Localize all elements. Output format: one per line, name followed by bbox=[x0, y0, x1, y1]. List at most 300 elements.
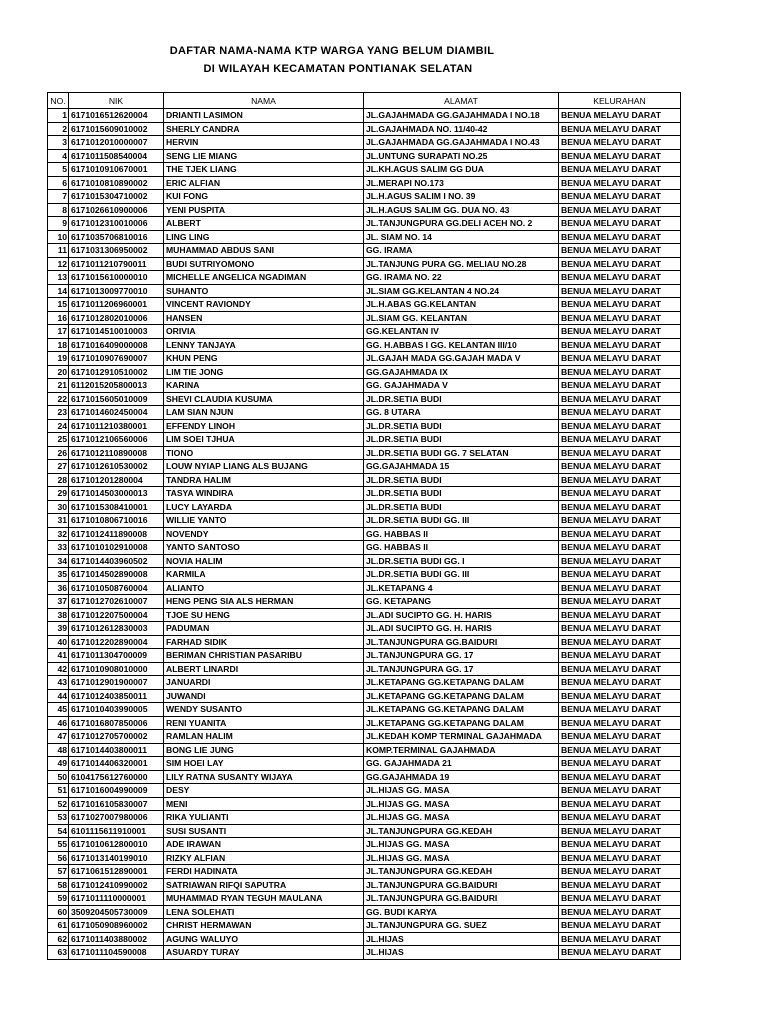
table-row bbox=[48, 311, 681, 325]
table-body bbox=[48, 109, 681, 960]
cell-nik: 6171015304710002 bbox=[69, 190, 164, 204]
cell-alamat: JL.DR.SETIA BUDI bbox=[364, 487, 559, 501]
table-row bbox=[48, 649, 681, 663]
cell-kelurahan: BENUA MELAYU DARAT bbox=[559, 392, 681, 406]
cell-kelurahan: BENUA MELAYU DARAT bbox=[559, 473, 681, 487]
cell-kelurahan: BENUA MELAYU DARAT bbox=[559, 622, 681, 636]
cell-nama: LENA SOLEHATI bbox=[164, 905, 364, 919]
cell-nik: 6171012705700002 bbox=[69, 730, 164, 744]
cell-nama: LIM TIE JONG bbox=[164, 365, 364, 379]
cell-alamat: JL.KH.AGUS SALIM GG DUA bbox=[364, 163, 559, 177]
cell-no: 30 bbox=[48, 500, 69, 514]
table-row bbox=[48, 446, 681, 460]
cell-nik: 6171012612830003 bbox=[69, 622, 164, 636]
cell-no: 10 bbox=[48, 230, 69, 244]
cell-nama: THE TJEK LIANG bbox=[164, 163, 364, 177]
cell-alamat: JL.TANJUNGPURA GG. 17 bbox=[364, 662, 559, 676]
cell-nik: 6171011508540004 bbox=[69, 149, 164, 163]
table-row bbox=[48, 797, 681, 811]
cell-kelurahan: BENUA MELAYU DARAT bbox=[559, 797, 681, 811]
cell-nama: LENNY TANJAYA bbox=[164, 338, 364, 352]
table-row bbox=[48, 244, 681, 258]
cell-nik: 6171012910510002 bbox=[69, 365, 164, 379]
cell-no: 20 bbox=[48, 365, 69, 379]
cell-alamat: JL.TANJUNGPURA GG.DELI ACEH NO. 2 bbox=[364, 217, 559, 231]
cell-kelurahan: BENUA MELAYU DARAT bbox=[559, 932, 681, 946]
cell-kelurahan: BENUA MELAYU DARAT bbox=[559, 770, 681, 784]
cell-alamat: JL.SIAM GG. KELANTAN bbox=[364, 311, 559, 325]
cell-nik: 6171015605010009 bbox=[69, 392, 164, 406]
table-row bbox=[48, 716, 681, 730]
cell-no: 21 bbox=[48, 379, 69, 393]
cell-no: 60 bbox=[48, 905, 69, 919]
table-row bbox=[48, 865, 681, 879]
cell-no: 7 bbox=[48, 190, 69, 204]
cell-nik: 6171011104590008 bbox=[69, 946, 164, 960]
table-row bbox=[48, 352, 681, 366]
cell-kelurahan: BENUA MELAYU DARAT bbox=[559, 244, 681, 258]
cell-alamat: JL.TANJUNGPURA GG. SUEZ bbox=[364, 919, 559, 933]
cell-alamat: GG. 8 UTARA bbox=[364, 406, 559, 420]
cell-no: 59 bbox=[48, 892, 69, 906]
cell-alamat: JL.DR.SETIA BUDI GG. III bbox=[364, 568, 559, 582]
cell-alamat: JL.HIJAS GG. MASA bbox=[364, 838, 559, 852]
cell-alamat: JL.KETAPANG 4 bbox=[364, 581, 559, 595]
cell-kelurahan: BENUA MELAYU DARAT bbox=[559, 257, 681, 271]
cell-nik: 6171031306950002 bbox=[69, 244, 164, 258]
cell-nik: 6171010907690007 bbox=[69, 352, 164, 366]
cell-no: 32 bbox=[48, 527, 69, 541]
table-row bbox=[48, 284, 681, 298]
cell-kelurahan: BENUA MELAYU DARAT bbox=[559, 824, 681, 838]
cell-nama: KARMILA bbox=[164, 568, 364, 582]
cell-nik: 6171026610900006 bbox=[69, 203, 164, 217]
cell-kelurahan: BENUA MELAYU DARAT bbox=[559, 662, 681, 676]
cell-nik: 6171016807850006 bbox=[69, 716, 164, 730]
cell-kelurahan: BENUA MELAYU DARAT bbox=[559, 649, 681, 663]
cell-kelurahan: BENUA MELAYU DARAT bbox=[559, 217, 681, 231]
cell-nik: 6171014403960502 bbox=[69, 554, 164, 568]
cell-nik: 6171015610000010 bbox=[69, 271, 164, 285]
cell-kelurahan: BENUA MELAYU DARAT bbox=[559, 608, 681, 622]
cell-alamat: GG.GAJAHMADA 19 bbox=[364, 770, 559, 784]
cell-nama: HERVIN bbox=[164, 136, 364, 150]
cell-nik: 6171012310010006 bbox=[69, 217, 164, 231]
cell-nik: 6171012610530002 bbox=[69, 460, 164, 474]
cell-kelurahan: BENUA MELAYU DARAT bbox=[559, 730, 681, 744]
cell-no: 55 bbox=[48, 838, 69, 852]
cell-nik: 3509204505730009 bbox=[69, 905, 164, 919]
cell-nik: 6171010910670001 bbox=[69, 163, 164, 177]
table-row bbox=[48, 163, 681, 177]
cell-kelurahan: BENUA MELAYU DARAT bbox=[559, 851, 681, 865]
cell-nama: DRIANTI LASIMON bbox=[164, 109, 364, 123]
cell-nik: 6104175612760000 bbox=[69, 770, 164, 784]
cell-no: 33 bbox=[48, 541, 69, 555]
cell-alamat: JL.HIJAS GG. MASA bbox=[364, 811, 559, 825]
table-row bbox=[48, 257, 681, 271]
table-row bbox=[48, 770, 681, 784]
cell-kelurahan: BENUA MELAYU DARAT bbox=[559, 703, 681, 717]
cell-alamat: JL.DR.SETIA BUDI bbox=[364, 500, 559, 514]
cell-nama: MICHELLE ANGELICA NGADIMAN bbox=[164, 271, 364, 285]
table-row bbox=[48, 689, 681, 703]
cell-alamat: JL.HIJAS GG. MASA bbox=[364, 851, 559, 865]
table-row bbox=[48, 838, 681, 852]
cell-alamat: JL.MERAPI NO.173 bbox=[364, 176, 559, 190]
table-row bbox=[48, 541, 681, 555]
cell-no: 17 bbox=[48, 325, 69, 339]
cell-no: 53 bbox=[48, 811, 69, 825]
cell-nama: JANUARDI bbox=[164, 676, 364, 690]
cell-alamat: GG. IRAMA NO. 22 bbox=[364, 271, 559, 285]
table-row bbox=[48, 149, 681, 163]
cell-nama: RIKA YULIANTI bbox=[164, 811, 364, 825]
cell-no: 6 bbox=[48, 176, 69, 190]
table-row bbox=[48, 406, 681, 420]
table-row bbox=[48, 379, 681, 393]
cell-alamat: JL.TANJUNGPURA GG.KEDAH bbox=[364, 865, 559, 879]
cell-nama: KHUN PENG bbox=[164, 352, 364, 366]
cell-kelurahan: BENUA MELAYU DARAT bbox=[559, 230, 681, 244]
cell-alamat: GG. HABBAS II bbox=[364, 541, 559, 555]
cell-nama: YANTO SANTOSO bbox=[164, 541, 364, 555]
cell-nama: LAM SIAN NJUN bbox=[164, 406, 364, 420]
cell-nama: RAMLAN HALIM bbox=[164, 730, 364, 744]
cell-kelurahan: BENUA MELAYU DARAT bbox=[559, 554, 681, 568]
cell-alamat: GG. BUDI KARYA bbox=[364, 905, 559, 919]
cell-kelurahan: BENUA MELAYU DARAT bbox=[559, 946, 681, 960]
cell-nama: VINCENT RAVIONDY bbox=[164, 298, 364, 312]
table-row bbox=[48, 527, 681, 541]
cell-no: 51 bbox=[48, 784, 69, 798]
cell-nik: 6171010508760004 bbox=[69, 581, 164, 595]
cell-kelurahan: BENUA MELAYU DARAT bbox=[559, 838, 681, 852]
table-row bbox=[48, 109, 681, 123]
header-alamat: ALAMAT bbox=[364, 93, 559, 109]
cell-alamat: GG.GAJAHMADA IX bbox=[364, 365, 559, 379]
table-row bbox=[48, 878, 681, 892]
table-row bbox=[48, 473, 681, 487]
cell-no: 13 bbox=[48, 271, 69, 285]
cell-nama: WENDY SUSANTO bbox=[164, 703, 364, 717]
cell-no: 44 bbox=[48, 689, 69, 703]
cell-nik: 6171010102910008 bbox=[69, 541, 164, 555]
table-row bbox=[48, 703, 681, 717]
cell-kelurahan: BENUA MELAYU DARAT bbox=[559, 176, 681, 190]
cell-nama: ALBERT bbox=[164, 217, 364, 231]
cell-kelurahan: BENUA MELAYU DARAT bbox=[559, 905, 681, 919]
cell-alamat: JL.HIJAS bbox=[364, 946, 559, 960]
cell-nik: 6171011110000001 bbox=[69, 892, 164, 906]
table-row bbox=[48, 784, 681, 798]
cell-kelurahan: BENUA MELAYU DARAT bbox=[559, 311, 681, 325]
cell-no: 40 bbox=[48, 635, 69, 649]
cell-nama: LOUW NYIAP LIANG ALS BUJANG bbox=[164, 460, 364, 474]
cell-alamat: JL.KETAPANG GG.KETAPANG DALAM bbox=[364, 716, 559, 730]
cell-nama: WILLIE YANTO bbox=[164, 514, 364, 528]
cell-nama: RENI YUANITA bbox=[164, 716, 364, 730]
cell-nik: 6171012403850011 bbox=[69, 689, 164, 703]
cell-no: 35 bbox=[48, 568, 69, 582]
cell-no: 31 bbox=[48, 514, 69, 528]
cell-alamat: JL.DR.SETIA BUDI bbox=[364, 433, 559, 447]
cell-alamat: JL.SIAM GG.KELANTAN 4 NO.24 bbox=[364, 284, 559, 298]
table-row bbox=[48, 122, 681, 136]
table-row bbox=[48, 568, 681, 582]
cell-kelurahan: BENUA MELAYU DARAT bbox=[559, 892, 681, 906]
cell-nama: ALBERT LINARDI bbox=[164, 662, 364, 676]
header-nama: NAMA bbox=[164, 93, 364, 109]
cell-no: 49 bbox=[48, 757, 69, 771]
cell-no: 38 bbox=[48, 608, 69, 622]
table-row bbox=[48, 662, 681, 676]
table-row bbox=[48, 581, 681, 595]
cell-nik: 6171014602450004 bbox=[69, 406, 164, 420]
cell-kelurahan: BENUA MELAYU DARAT bbox=[559, 757, 681, 771]
cell-no: 50 bbox=[48, 770, 69, 784]
table-row bbox=[48, 824, 681, 838]
cell-no: 57 bbox=[48, 865, 69, 879]
cell-kelurahan: BENUA MELAYU DARAT bbox=[559, 514, 681, 528]
cell-nik: 6112015205800013 bbox=[69, 379, 164, 393]
cell-kelurahan: BENUA MELAYU DARAT bbox=[559, 352, 681, 366]
cell-nama: ERIC ALFIAN bbox=[164, 176, 364, 190]
cell-no: 16 bbox=[48, 311, 69, 325]
cell-alamat: JL.TANJUNGPURA GG.BAIDURI bbox=[364, 892, 559, 906]
cell-kelurahan: BENUA MELAYU DARAT bbox=[559, 878, 681, 892]
document-title: DAFTAR NAMA-NAMA KTP WARGA YANG BELUM DIAMBIL bbox=[169, 45, 495, 57]
cell-kelurahan: BENUA MELAYU DARAT bbox=[559, 811, 681, 825]
cell-nik: 6171011403880002 bbox=[69, 932, 164, 946]
cell-nik: 6171014403800011 bbox=[69, 743, 164, 757]
table-row bbox=[48, 811, 681, 825]
cell-nik: 6171010810890002 bbox=[69, 176, 164, 190]
cell-no: 8 bbox=[48, 203, 69, 217]
cell-no: 37 bbox=[48, 595, 69, 609]
cell-nama: RIZKY ALFIAN bbox=[164, 851, 364, 865]
cell-nama: ASUARDY TURAY bbox=[164, 946, 364, 960]
cell-nik: 6171061512890001 bbox=[69, 865, 164, 879]
cell-nama: MUHAMMAD ABDUS SANI bbox=[164, 244, 364, 258]
ktp-table bbox=[47, 92, 681, 960]
table-row bbox=[48, 932, 681, 946]
cell-kelurahan: BENUA MELAYU DARAT bbox=[559, 136, 681, 150]
cell-kelurahan: BENUA MELAYU DARAT bbox=[559, 419, 681, 433]
cell-kelurahan: BENUA MELAYU DARAT bbox=[559, 284, 681, 298]
cell-kelurahan: BENUA MELAYU DARAT bbox=[559, 635, 681, 649]
cell-no: 27 bbox=[48, 460, 69, 474]
cell-nik: 6171012410990002 bbox=[69, 878, 164, 892]
document-subtitle: DI WILAYAH KECAMATAN PONTIANAK SELATAN bbox=[203, 63, 473, 75]
cell-nama: HENG PENG SIA ALS HERMAN bbox=[164, 595, 364, 609]
cell-alamat: JL.DR.SETIA BUDI GG. III bbox=[364, 514, 559, 528]
cell-no: 45 bbox=[48, 703, 69, 717]
cell-kelurahan: BENUA MELAYU DARAT bbox=[559, 676, 681, 690]
table-row bbox=[48, 217, 681, 231]
cell-nik: 6171012802010006 bbox=[69, 311, 164, 325]
cell-no: 47 bbox=[48, 730, 69, 744]
cell-nik: 6171016105830007 bbox=[69, 797, 164, 811]
cell-alamat: JL.KETAPANG GG.KETAPANG DALAM bbox=[364, 703, 559, 717]
table-row bbox=[48, 757, 681, 771]
cell-no: 39 bbox=[48, 622, 69, 636]
cell-nama: TASYA WINDIRA bbox=[164, 487, 364, 501]
cell-nik: 6171012207500004 bbox=[69, 608, 164, 622]
cell-nama: ADE IRAWAN bbox=[164, 838, 364, 852]
cell-no: 54 bbox=[48, 824, 69, 838]
table-row bbox=[48, 392, 681, 406]
cell-alamat: JL.TANJUNGPURA GG.BAIDURI bbox=[364, 635, 559, 649]
cell-alamat: JL.HIJAS GG. MASA bbox=[364, 797, 559, 811]
cell-nama: EFFENDY LINOH bbox=[164, 419, 364, 433]
header-kelurahan: KELURAHAN bbox=[559, 93, 681, 109]
cell-nik: 6171015308410001 bbox=[69, 500, 164, 514]
cell-nik: 6171012702610007 bbox=[69, 595, 164, 609]
cell-kelurahan: BENUA MELAYU DARAT bbox=[559, 203, 681, 217]
cell-nama: FERDI HADINATA bbox=[164, 865, 364, 879]
cell-no: 2 bbox=[48, 122, 69, 136]
table-row bbox=[48, 622, 681, 636]
cell-kelurahan: BENUA MELAYU DARAT bbox=[559, 149, 681, 163]
table-row bbox=[48, 635, 681, 649]
cell-nik: 6171015609010002 bbox=[69, 122, 164, 136]
cell-alamat: JL.H.AGUS SALIM GG. DUA NO. 43 bbox=[364, 203, 559, 217]
cell-nik: 6171010612800010 bbox=[69, 838, 164, 852]
table-row bbox=[48, 500, 681, 514]
cell-nama: CHRIST HERMAWAN bbox=[164, 919, 364, 933]
cell-alamat: GG. IRAMA bbox=[364, 244, 559, 258]
cell-alamat: JL.GAJAHMADA NO. 11/40-42 bbox=[364, 122, 559, 136]
cell-no: 9 bbox=[48, 217, 69, 231]
cell-nama: TIONO bbox=[164, 446, 364, 460]
cell-kelurahan: BENUA MELAYU DARAT bbox=[559, 298, 681, 312]
cell-alamat: JL.DR.SETIA BUDI bbox=[364, 392, 559, 406]
cell-alamat: JL.TANJUNGPURA GG. 17 bbox=[364, 649, 559, 663]
cell-alamat: JL.HIJAS GG. MASA bbox=[364, 784, 559, 798]
cell-nik: 6171012202890004 bbox=[69, 635, 164, 649]
cell-no: 46 bbox=[48, 716, 69, 730]
cell-no: 19 bbox=[48, 352, 69, 366]
cell-nama: TANDRA HALIM bbox=[164, 473, 364, 487]
cell-nik: 6171016004990009 bbox=[69, 784, 164, 798]
table-row bbox=[48, 298, 681, 312]
cell-nik: 6171010403990005 bbox=[69, 703, 164, 717]
cell-no: 28 bbox=[48, 473, 69, 487]
cell-nik: 6171016409000008 bbox=[69, 338, 164, 352]
cell-kelurahan: BENUA MELAYU DARAT bbox=[559, 581, 681, 595]
table-row bbox=[48, 676, 681, 690]
table-row bbox=[48, 176, 681, 190]
cell-no: 11 bbox=[48, 244, 69, 258]
cell-nik: 6171014503000013 bbox=[69, 487, 164, 501]
cell-alamat: JL.TANJUNGPURA GG.KEDAH bbox=[364, 824, 559, 838]
cell-kelurahan: BENUA MELAYU DARAT bbox=[559, 271, 681, 285]
cell-no: 14 bbox=[48, 284, 69, 298]
table-row bbox=[48, 554, 681, 568]
cell-kelurahan: BENUA MELAYU DARAT bbox=[559, 365, 681, 379]
cell-no: 63 bbox=[48, 946, 69, 960]
cell-nama: PADUMAN bbox=[164, 622, 364, 636]
cell-kelurahan: BENUA MELAYU DARAT bbox=[559, 595, 681, 609]
cell-no: 48 bbox=[48, 743, 69, 757]
cell-nama: LUCY LAYARDA bbox=[164, 500, 364, 514]
table-row bbox=[48, 514, 681, 528]
table-row bbox=[48, 743, 681, 757]
cell-alamat: JL.ADI SUCIPTO GG. H. HARIS bbox=[364, 622, 559, 636]
cell-kelurahan: BENUA MELAYU DARAT bbox=[559, 122, 681, 136]
cell-nik: 6171014502890008 bbox=[69, 568, 164, 582]
cell-no: 52 bbox=[48, 797, 69, 811]
cell-nama: SUHANTO bbox=[164, 284, 364, 298]
cell-kelurahan: BENUA MELAYU DARAT bbox=[559, 433, 681, 447]
cell-kelurahan: BENUA MELAYU DARAT bbox=[559, 379, 681, 393]
cell-no: 43 bbox=[48, 676, 69, 690]
table-row bbox=[48, 190, 681, 204]
cell-nik: 6171050908960002 bbox=[69, 919, 164, 933]
cell-nama: SUSI SUSANTI bbox=[164, 824, 364, 838]
cell-no: 36 bbox=[48, 581, 69, 595]
cell-nama: BUDI SUTRIYOMONO bbox=[164, 257, 364, 271]
cell-nik: 6171010806710016 bbox=[69, 514, 164, 528]
cell-no: 34 bbox=[48, 554, 69, 568]
cell-nama: FARHAD SIDIK bbox=[164, 635, 364, 649]
cell-nama: JUWANDI bbox=[164, 689, 364, 703]
cell-nama: SATRIAWAN RIFQI SAPUTRA bbox=[164, 878, 364, 892]
table-row bbox=[48, 338, 681, 352]
cell-kelurahan: BENUA MELAYU DARAT bbox=[559, 338, 681, 352]
cell-alamat: JL.KETAPANG GG.KETAPANG DALAM bbox=[364, 676, 559, 690]
cell-alamat: JL.GAJAHMADA GG.GAJAHMADA I NO.43 bbox=[364, 136, 559, 150]
cell-nama: KARINA bbox=[164, 379, 364, 393]
cell-kelurahan: BENUA MELAYU DARAT bbox=[559, 716, 681, 730]
cell-alamat: JL.DR.SETIA BUDI bbox=[364, 419, 559, 433]
cell-nama: ALIANTO bbox=[164, 581, 364, 595]
cell-nik: 6171010908010000 bbox=[69, 662, 164, 676]
cell-nik: 6171011206960001 bbox=[69, 298, 164, 312]
cell-no: 15 bbox=[48, 298, 69, 312]
table-header-row bbox=[48, 93, 681, 109]
cell-alamat: JL.DR.SETIA BUDI GG. 7 SELATAN bbox=[364, 446, 559, 460]
header-nik: NIK bbox=[69, 93, 164, 109]
cell-alamat: JL.KEDAH KOMP TERMINAL GAJAHMADA bbox=[364, 730, 559, 744]
cell-no: 41 bbox=[48, 649, 69, 663]
table-row bbox=[48, 325, 681, 339]
cell-no: 29 bbox=[48, 487, 69, 501]
cell-alamat: GG. KETAPANG bbox=[364, 595, 559, 609]
cell-nik: 6171012110890008 bbox=[69, 446, 164, 460]
cell-kelurahan: BENUA MELAYU DARAT bbox=[559, 865, 681, 879]
table-row bbox=[48, 730, 681, 744]
cell-no: 24 bbox=[48, 419, 69, 433]
cell-alamat: JL.GAJAHMADA GG.GAJAHMADA I NO.18 bbox=[364, 109, 559, 123]
cell-no: 42 bbox=[48, 662, 69, 676]
cell-alamat: JL.HIJAS bbox=[364, 932, 559, 946]
table-row bbox=[48, 595, 681, 609]
cell-kelurahan: BENUA MELAYU DARAT bbox=[559, 487, 681, 501]
cell-nama: NOVENDY bbox=[164, 527, 364, 541]
cell-alamat: GG.GAJAHMADA 15 bbox=[364, 460, 559, 474]
cell-no: 12 bbox=[48, 257, 69, 271]
table-row bbox=[48, 230, 681, 244]
cell-nik: 6171016512620004 bbox=[69, 109, 164, 123]
cell-alamat: JL.GAJAH MADA GG.GAJAH MADA V bbox=[364, 352, 559, 366]
cell-alamat: JL.TANJUNGPURA GG.BAIDURI bbox=[364, 878, 559, 892]
cell-nik: 6171014510010003 bbox=[69, 325, 164, 339]
cell-alamat: KOMP.TERMINAL GAJAHMADA bbox=[364, 743, 559, 757]
cell-nama: MUHAMMAD RYAN TEGUH MAULANA bbox=[164, 892, 364, 906]
cell-alamat: JL.UNTUNG SURAPATI NO.25 bbox=[364, 149, 559, 163]
